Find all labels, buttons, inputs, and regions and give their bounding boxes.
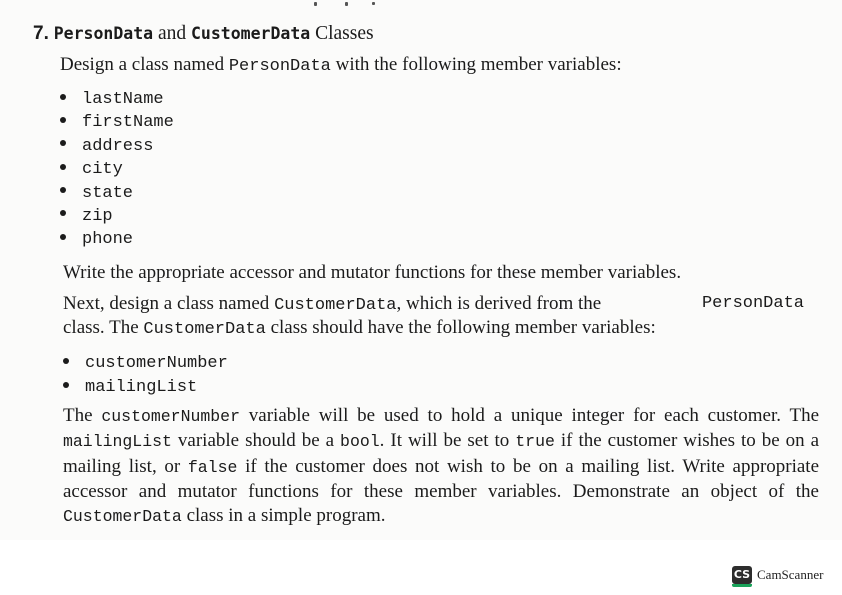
- camscanner-watermark: [732, 565, 823, 585]
- list-item: lastName: [60, 88, 174, 111]
- bullet-icon: [63, 382, 69, 388]
- list-item: zip: [60, 205, 174, 228]
- list-item: state: [60, 182, 174, 205]
- derived-class-line-1: Next, design a class named CustomerData, which is derived from the PersonData: [63, 292, 804, 318]
- heading-class-person: PersonData: [53, 24, 154, 43]
- bullet-icon: [60, 234, 66, 240]
- bullet-icon: [60, 187, 66, 193]
- camscanner-logo-icon: CS: [732, 566, 752, 584]
- bullet-icon: [63, 358, 69, 364]
- bullet-icon: [60, 117, 66, 123]
- customer-class-code: CustomerData: [143, 320, 266, 339]
- base-class-code: PersonData: [701, 294, 804, 313]
- bullet-icon: [60, 140, 66, 146]
- exercise-heading: [33, 23, 374, 45]
- list-item: phone: [60, 228, 174, 251]
- heading-and: and: [157, 23, 187, 44]
- derived-class-code: CustomerData: [274, 296, 397, 315]
- person-variable-list: [60, 88, 174, 252]
- bullet-icon: [60, 94, 66, 100]
- list-item: mailingList: [63, 376, 228, 400]
- top-edge-marks: [300, 0, 420, 8]
- list-item: city: [60, 158, 174, 181]
- camscanner-label: CamScanner: [757, 567, 824, 582]
- derived-class-line-2: class. The CustomerData class should have the following member variables:: [63, 317, 656, 339]
- intro-class-code: PersonData: [228, 57, 331, 76]
- bullet-icon: [60, 164, 66, 170]
- write-functions-line: Write the appropriate accessor and mutator functions for these member variables.: [63, 262, 682, 283]
- list-item: customerNumber: [63, 352, 228, 376]
- heading-classes: Classes: [315, 23, 374, 44]
- list-item: address: [60, 135, 174, 158]
- customer-variable-list: [63, 352, 228, 400]
- bullet-icon: [60, 210, 66, 216]
- list-item: firstName: [60, 111, 174, 134]
- exercise-number: 7.: [33, 23, 49, 44]
- heading-class-customer: CustomerData: [190, 24, 311, 43]
- description-paragraph: The customerNumber variable will be used to hold a unique integer for each customer. The mailingList variable should be a bool. It will be set to true if the customer wishes to be on a mailing list, or false if the customer does not wish to be on a mailing list. Write appropriate accessor and mutator functions for these member variables. Demonstrate an object of the CustomerData class in a simple program.: [63, 405, 820, 527]
- intro-line: Design a class named PersonData with the following member variables:: [60, 54, 622, 76]
